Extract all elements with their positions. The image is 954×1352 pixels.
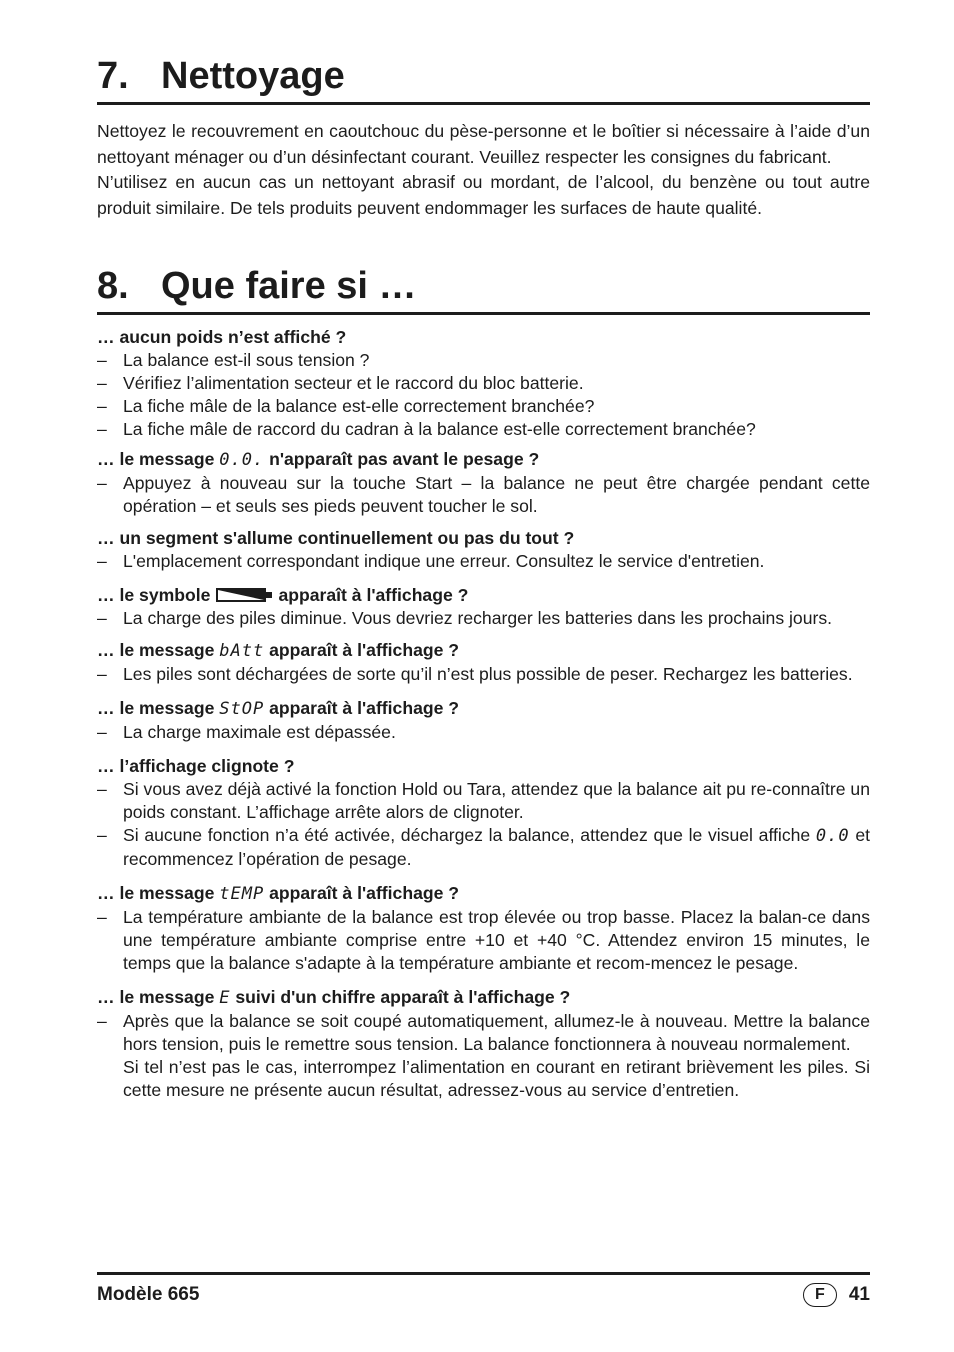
list-item: – Si aucune fonction n’a été activée, déchargez la balance, attendez que le visuel affiche 0.0 et recommencez l’opération de pesage. [97,825,871,869]
list-item: – Appuyez à nouveau sur la touche Start – la balance ne peut être chargée pendant cette opération – et seuls ses pieds peuvent toucher le sol. [97,473,870,516]
question-heading: … le message 0.0. n'apparaît pas avant le pesage ? [97,449,540,470]
list-item: – Après que la balance se soit coupé automatiquement, allumez-le à nouveau. Mettre la balance hors tension, puis le remettre sous tension. La balance fonctionnera à nouveau normalement. Si tel n’est pas le cas, interrompez l’alimentation en courant en retirant brièvement les piles. Si cette mesure ne présente aucun résultat, adressez-vous au service d’entretien. [97,1011,870,1100]
display-code: StOP [219,699,265,719]
model-label: Modèle 665 [97,1284,200,1305]
question-heading: … le message tEMP apparaît à l'affichage ? [97,883,460,904]
footer-right [803,1283,870,1307]
question-heading: … le message bAtt apparaît à l'affichage ? [97,640,460,661]
paragraph: N’utilisez en aucun cas un nettoyant abrasif ou mordant, de l’alcool, du benzène ou tout autre produit similaire. De tels produits peuvent endommager les surfaces de haute qualité. [97,172,870,218]
page-number: 41 [848,1284,870,1305]
section-title: Nettoyage [161,55,345,97]
display-code: 0.0. [219,450,265,470]
question-heading: … le symbole apparaît à l'affichage ? [97,585,469,605]
list-item: – La température ambiante de la balance est trop élevée ou trop basse. Placez la balan-ce dans une température ambiante comprise entre +10 et +40 °C. Attendez environ 15 minutes, le temps que la balance s'adapte à la température ambiante et recom-mencez le pesage. [97,907,870,973]
list-item: – Les piles sont déchargées de sorte qu’il n’est plus possible de peser. Rechargez les batteries. [97,664,853,684]
list-item: – L'emplacement correspondant indique une erreur. Consultez le service d'entretien. [97,551,765,571]
battery-low-icon [216,588,272,602]
question-heading: … le message StOP apparaît à l'affichage ? [97,698,460,719]
list-item: – Si vous avez déjà activé la fonction Hold ou Tara, attendez que la balance ait pu re-connaître un poids constant. L’affichage arrête alors de clignoter. [97,779,870,822]
list-item: – La charge des piles diminue. Vous devriez recharger les batteries dans les prochains jours. [97,608,833,628]
question-heading: … l’affichage clignote ? [97,756,295,776]
paragraph: Nettoyez le recouvrement en caoutchouc du pèse-personne et le boîtier si nécessaire à l’aide d’un nettoyant ménager ou d’un désinfectant courant. Veuillez respecter les consignes du fabricant. [97,121,870,167]
section-7-heading [97,52,870,105]
section-number: 8. [97,265,129,307]
display-code: tEMP [219,884,265,904]
page-content [97,52,871,1100]
question-heading: … le message E suivi d'un chiffre apparaît à l'affichage ? [97,987,571,1008]
list-item: – La fiche mâle de raccord du cadran à la balance est-elle correctement branchée? [97,419,756,439]
section-number: 7. [97,55,129,97]
question-heading: … un segment s'allume continuellement ou pas du tout ? [97,528,575,548]
section-cleaning [97,52,870,221]
list-item: – La fiche mâle de la balance est-elle correctement branchée? [97,396,595,416]
display-code: bAtt [219,641,265,661]
page-footer [97,1272,870,1307]
section-troubleshooting [97,262,870,1102]
question-heading: … aucun poids n’est affiché ? [97,327,347,347]
section-8-heading [97,262,870,315]
list-item: – La charge maximale est dépassée. [97,722,396,742]
display-code: 0.0 [815,826,850,846]
language-badge: F [803,1283,837,1307]
list-item: – La balance est-il sous tension ? [97,350,370,370]
list-item: – Vérifiez l’alimentation secteur et le raccord du bloc batterie. [97,373,584,393]
display-code: E [219,988,231,1008]
section-title: Que faire si … [161,265,417,307]
